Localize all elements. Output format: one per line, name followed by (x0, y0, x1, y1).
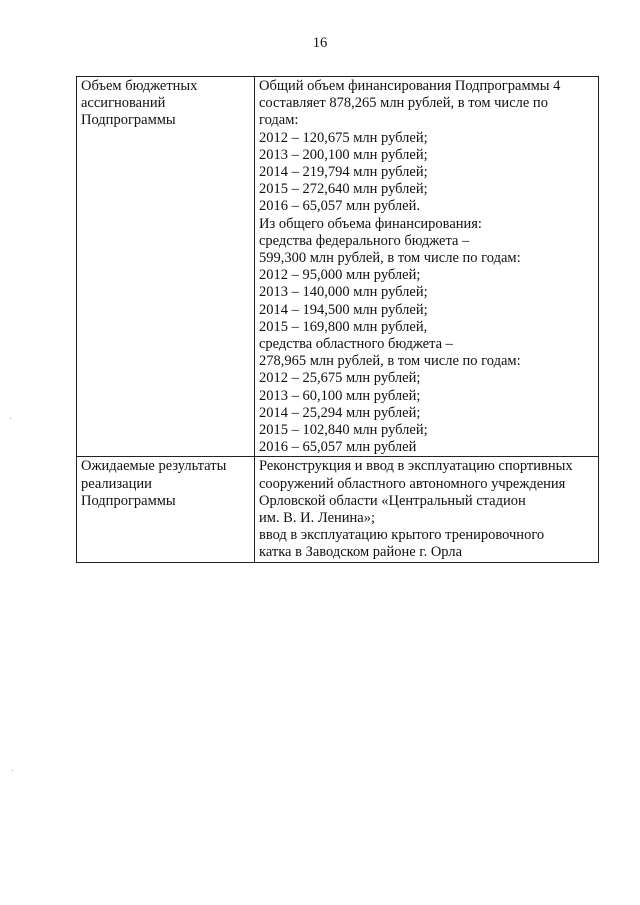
text-line: 2016 – 65,057 млн рублей. (259, 198, 420, 215)
text-line: 2015 – 169,800 млн рублей, (259, 318, 428, 335)
text-line: 2015 – 272,640 млн рублей; (259, 181, 428, 198)
text-line: Из общего объема финансирования: (259, 215, 482, 232)
text-line: средства федерального бюджета – (259, 232, 470, 249)
text-line: 2013 – 200,100 млн рублей; (259, 146, 428, 163)
row-label-cell (77, 457, 255, 562)
text-line: ввод в эксплуатацию крытого тренировочного (259, 527, 545, 544)
text-line: 2013 – 60,100 млн рублей; (259, 387, 421, 404)
text-line: Подпрограммы (81, 112, 176, 129)
text-line: 2016 – 65,057 млн рублей (259, 439, 417, 456)
text-line: 2013 – 140,000 млн рублей; (259, 284, 428, 301)
text-line: Общий объем финансирования Подпрограммы 4 (259, 78, 561, 94)
text-line: Ожидаемые результаты (81, 458, 227, 475)
text-line: 2014 – 219,794 млн рублей; (259, 164, 428, 181)
row-content-cell (255, 77, 599, 457)
text-line: Орловской области «Центральный стадион (259, 492, 526, 509)
text-line: 2012 – 25,675 млн рублей; (259, 370, 421, 387)
row-label-cell (77, 77, 255, 457)
page-number: 16 (312, 35, 328, 51)
scan-artifact (10, 418, 11, 419)
table-row (77, 457, 599, 562)
text-line: 278,965 млн рублей, в том числе по годам: (259, 353, 521, 370)
text-line: 2012 – 95,000 млн рублей; (259, 267, 421, 284)
text-line: 2015 – 102,840 млн рублей; (259, 422, 428, 439)
text-line: катка в Заводском районе г. Орла (259, 544, 463, 561)
table-row (77, 77, 599, 457)
text-line: составляет 878,265 млн рублей, в том числе по (259, 95, 548, 112)
text-line: Объем бюджетных (81, 78, 198, 94)
scan-artifact (12, 770, 13, 771)
row-content-cell (255, 457, 599, 562)
text-line: реализации (81, 475, 152, 492)
text-line: им. В. И. Ленина»; (259, 510, 375, 527)
text-line: 2014 – 25,294 млн рублей; (259, 404, 421, 421)
text-line: сооружений областного автономного учреждения (259, 475, 566, 492)
text-line: Подпрограммы (81, 492, 176, 509)
text-line: средства областного бюджета – (259, 336, 453, 353)
text-line: годам: (259, 112, 299, 129)
text-line: ассигнований (81, 95, 166, 112)
text-line: 2012 – 120,675 млн рублей; (259, 129, 428, 146)
text-line: 599,300 млн рублей, в том числе по годам: (259, 250, 521, 267)
text-line: 2014 – 194,500 млн рублей; (259, 301, 428, 318)
text-line: Реконструкция и ввод в эксплуатацию спортивных (259, 458, 573, 475)
subprogram-passport-table (76, 76, 599, 563)
